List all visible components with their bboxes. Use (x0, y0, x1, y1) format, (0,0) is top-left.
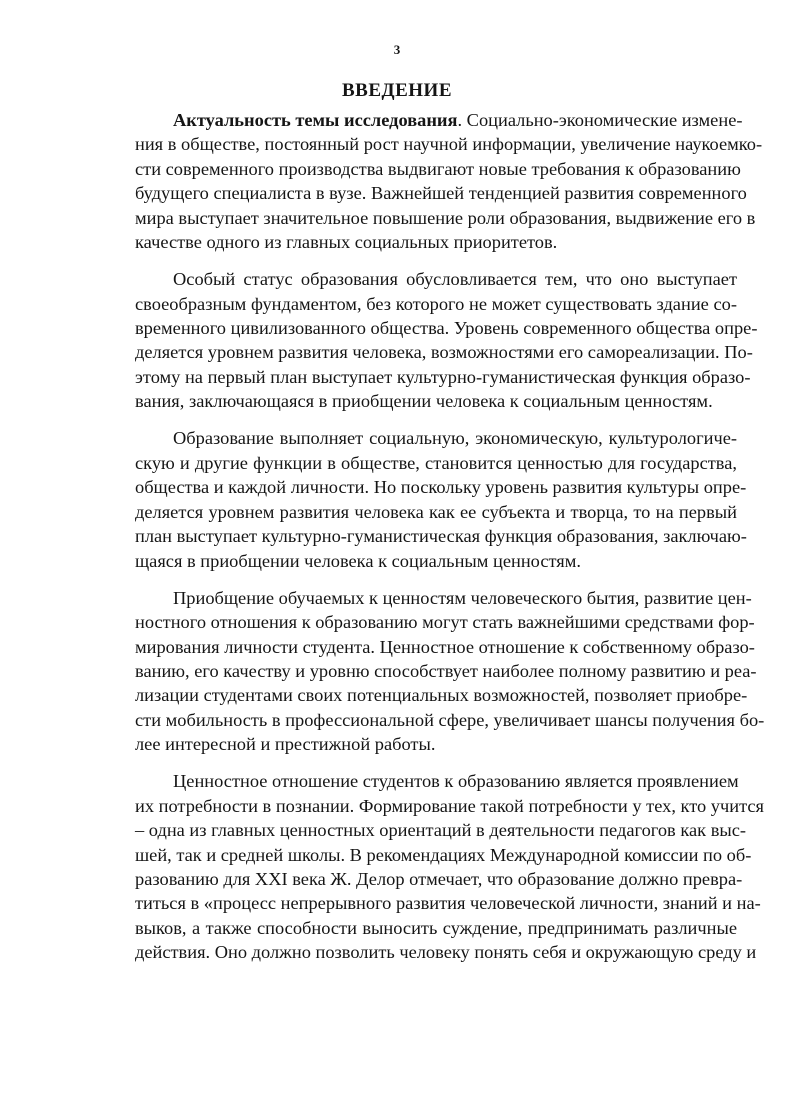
text-line: Образование выполняет социальную, экономическую, культурологиче- (173, 428, 737, 449)
text-line: ностного отношения к образованию могут стать важнейшими средствами фор- (135, 612, 755, 633)
text-line: вания, заключающаяся в приобщении человека к социальным ценностям. (135, 391, 713, 412)
paragraph-status (135, 267, 758, 413)
text-line: общества и каждой личности. Но поскольку уровень развития культуры опре- (135, 477, 747, 498)
text-line: своеобразным фундаментом, без которого не может существовать здание со- (135, 293, 737, 314)
text-line: будущего специалиста в вузе. Важнейшей тенденцией развития современного (135, 183, 747, 204)
text-line (135, 108, 743, 132)
text-line: щаяся в приобщении человека к социальным ценностям. (135, 550, 581, 571)
text-line: этому на первый план выступает культурно-гуманистическая функция образо- (135, 366, 751, 387)
text-line: действия. Оно должно позволить человеку понять себя и окружающую среду и (135, 942, 757, 963)
body-text (135, 108, 765, 977)
text-line: план выступает культурно-гуманистическая функция образования, заключаю- (135, 526, 747, 547)
text-line: качестве одного из главных социальных приоритетов. (135, 232, 558, 253)
text-line: временного цивилизованного общества. Уровень современного общества опре- (135, 318, 758, 339)
text-line: выков, а также способности выносить суждение, предпринимать различные (135, 917, 737, 938)
relevance-heading: Актуальность темы исследования (173, 110, 458, 130)
text-line: деляется уровнем развития человека как ее субъекта и творца, то на первый (135, 501, 737, 522)
text-line: Ценностное отношение студентов к образованию является проявлением (173, 771, 739, 792)
text-line: скую и другие функции в обществе, становится ценностью для государства, (135, 452, 737, 473)
text-line: сти мобильность в профессиональной сфере, увеличивает шансы получения бо- (135, 709, 765, 730)
text-line: мирования личности студента. Ценностное отношение к собственному образо- (135, 636, 755, 657)
paragraph-relevance (135, 108, 763, 254)
paragraph-functions (135, 426, 747, 572)
text-line: ния в обществе, постоянный рост научной информации, увеличение наукоемко- (135, 134, 763, 155)
text-line: Приобщение обучаемых к ценностям человеческого бытия, развитие цен- (173, 587, 752, 608)
text-line: сти современного производства выдвигают новые требования к образованию (135, 158, 741, 179)
text-line: мира выступает значительное повышение роли образования, выдвижение его в (135, 207, 756, 228)
text-line: ванию, его качеству и уровню способствует наиболее полному развитию и реа- (135, 660, 757, 681)
text-line: титься в «процесс непрерывного развития человеческой личности, знаний и на- (135, 893, 761, 914)
text-line: разованию для XXI века Ж. Делор отмечает, что образование должно превра- (135, 868, 743, 889)
paragraph-attitude (135, 769, 764, 964)
text-line-rest: . Социально-экономические измене- (457, 110, 743, 130)
text-line: шей, так и средней школы. В рекомендациях Международной комиссии по об- (135, 844, 752, 865)
text-line: их потребности в познании. Формирование такой потребности у тех, кто учится (135, 795, 764, 816)
page-number: 3 (393, 42, 401, 57)
text-line: лее интересной и престижной работы. (135, 734, 436, 755)
text-line: – одна из главных ценностных ориентаций в деятельности педагогов как выс- (135, 820, 747, 841)
text-line: деляется уровнем развития человека, возможностями его самореализации. По- (135, 342, 753, 363)
text-line: лизации студентами своих потенциальных возможностей, позволяет приобре- (135, 685, 748, 706)
page-title: ВВЕДЕНИЕ (342, 80, 452, 101)
paragraph-values (135, 586, 765, 757)
text-line: Особый статус образования обусловливается тем, что оно выступает (173, 269, 737, 290)
